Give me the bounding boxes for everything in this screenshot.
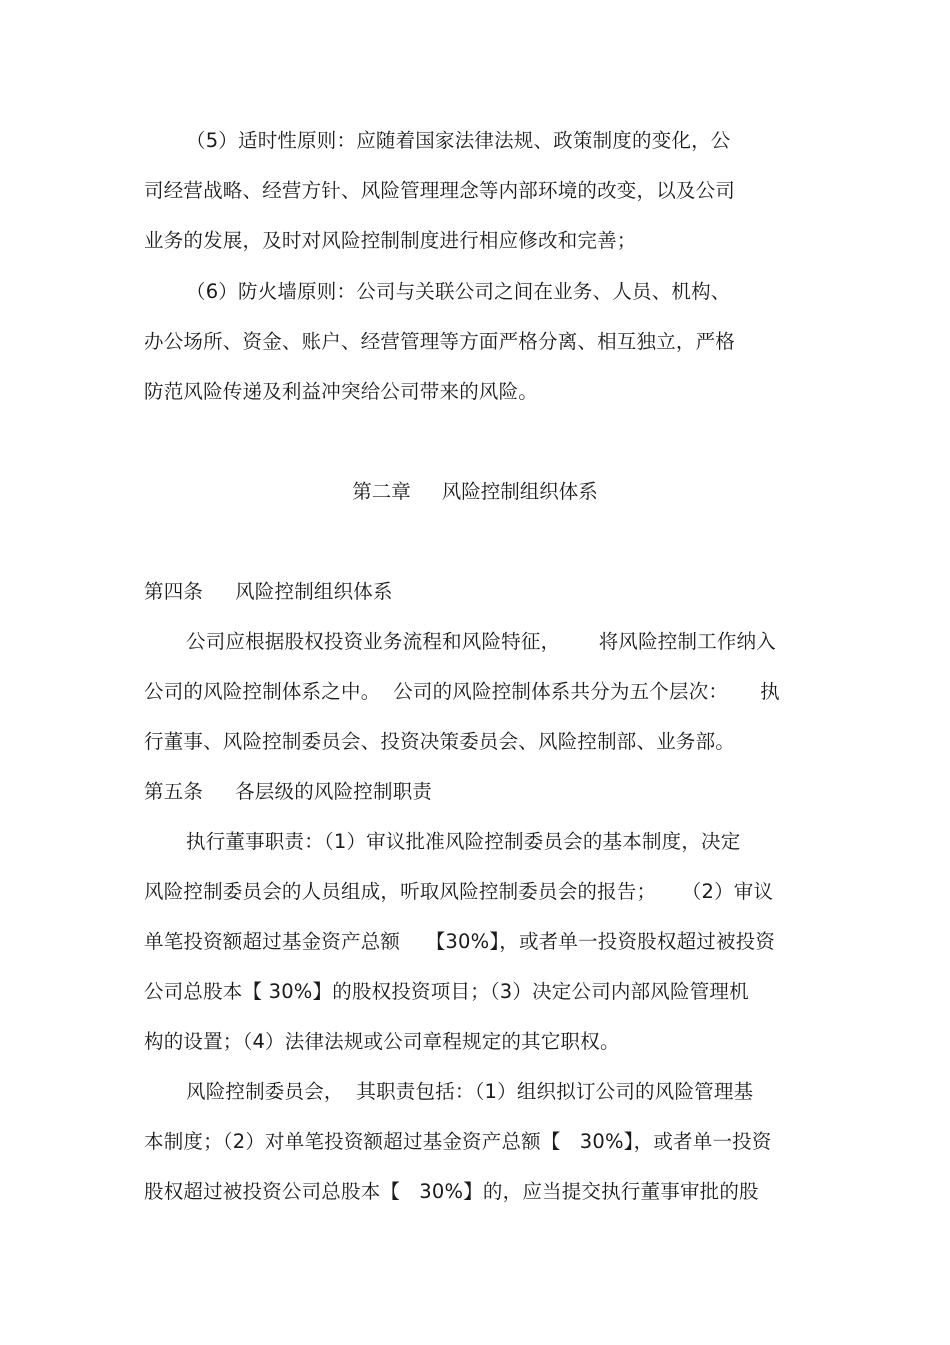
article-5-heading: 第五条 各层级的风险控制职责	[144, 780, 433, 803]
article-5-committee-line-1: 风险控制委员会， 其职责包括：（1）组织拟订公司的风险管理基	[186, 1080, 754, 1103]
article-5-exec-line-2: 风险控制委员会的人员组成，听取风险控制委员会的报告； （2）审议	[144, 880, 774, 903]
article-5-exec-line-5: 构的设置；（4）法律法规或公司章程规定的其它职权。	[144, 1030, 620, 1053]
paragraph-5-line-3: 业务的发展，及时对风险控制制度进行相应修改和完善；	[144, 229, 637, 252]
paragraph-6-line-2: 办公场所、资金、账户、经营管理等方面严格分离、相互独立，严格	[144, 330, 736, 353]
article-5-exec-line-3: 单笔投资额超过基金资产总额 【30%】，或者单一投资股权超过被投资	[144, 930, 776, 953]
article-4-body-line-1: 公司应根据股权投资业务流程和风险特征， 将风险控制工作纳入	[186, 630, 776, 653]
paragraph-6-line-3: 防范风险传递及利益冲突给公司带来的风险。	[144, 380, 539, 403]
article-5-exec-line-4: 公司总股本【 30%】的股权投资项目；（3）决定公司内部风险管理机	[144, 980, 749, 1003]
article-5-committee-line-2: 本制度；（2）对单笔投资额超过基金资产总额【 30%】，或者单一投资	[144, 1130, 772, 1153]
paragraph-6-line-1: （6）防火墙原则：公司与关联公司之间在业务、人员、机构、	[186, 280, 731, 303]
article-5-exec-line-1: 执行董事职责：（1）审议批准风险控制委员会的基本制度，决定	[186, 830, 741, 853]
chapter-title: 第二章 风险控制组织体系	[352, 480, 598, 503]
article-4-body-line-3: 行董事、风险控制委员会、投资决策委员会、风险控制部、业务部。	[144, 730, 736, 753]
article-5-committee-line-3: 股权超过被投资公司总股本【 30%】的，应当提交执行董事审批的股	[144, 1180, 759, 1203]
paragraph-5-line-2: 司经营战略、经营方针、风险管理理念等内部环境的改变，以及公司	[144, 179, 736, 202]
article-4-body-line-2: 公司的风险控制体系之中。 公司的风险控制体系共分为五个层次： 执	[144, 680, 780, 703]
paragraph-5-line-1: （5）适时性原则：应随着国家法律法规、政策制度的变化，公	[186, 129, 731, 152]
article-4-heading: 第四条 风险控制组织体系	[144, 580, 393, 603]
